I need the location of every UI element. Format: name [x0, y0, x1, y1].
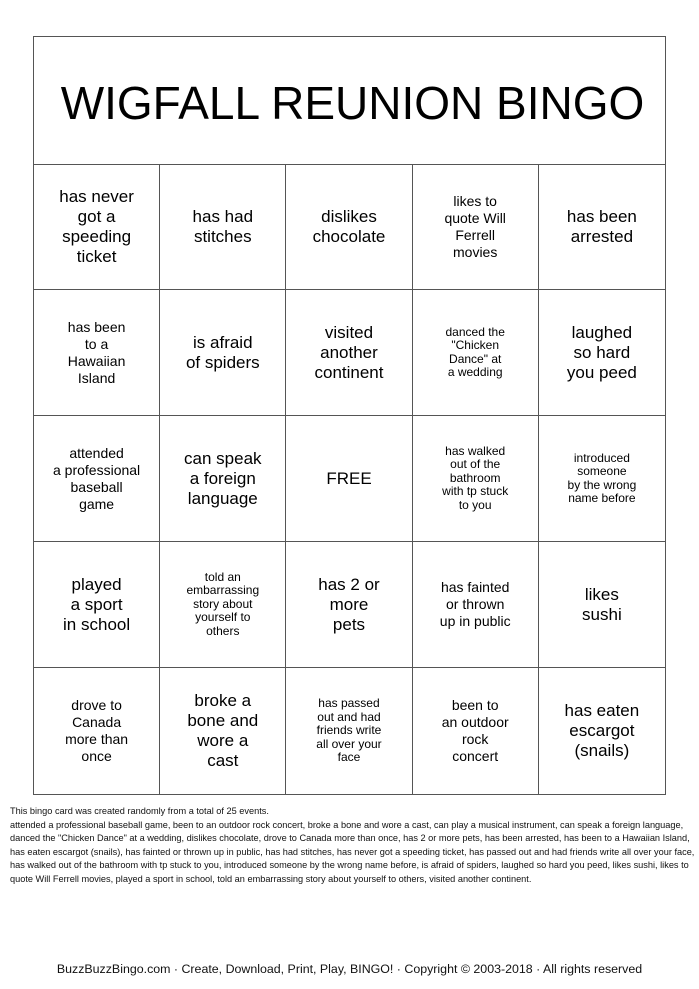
- cell-text: told an embarrassing story about yourself to others: [186, 569, 260, 638]
- bingo-cell: [34, 164, 160, 290]
- bingo-cell: [539, 164, 665, 290]
- cell-text: can speak a foreign language: [184, 448, 262, 508]
- bingo-cell: [160, 542, 286, 668]
- cell-text: attended a professional baseball game: [53, 444, 141, 512]
- bingo-cell: [413, 542, 539, 668]
- free-space-text: FREE: [326, 468, 372, 488]
- cell-text: danced the "Chicken Dance" at a wedding: [445, 324, 505, 379]
- cell-text: has 2 or more pets: [318, 574, 380, 634]
- bingo-cell: [539, 416, 665, 542]
- bingo-cell: [34, 668, 160, 794]
- bingo-cell: [160, 290, 286, 416]
- bingo-cell: [160, 164, 286, 290]
- bingo-cell: [34, 416, 160, 542]
- title-box: [34, 37, 665, 165]
- bingo-cell: [160, 416, 286, 542]
- cell-text: has eaten escargot (snails): [564, 701, 640, 760]
- cell-text: has had stitches: [192, 206, 254, 246]
- bingo-cell: [34, 290, 160, 416]
- cell-text: has been arrested: [566, 206, 637, 246]
- cell-text: likes sushi: [582, 584, 622, 624]
- bingo-cell: [413, 164, 539, 290]
- bingo-cell: [539, 290, 665, 416]
- bingo-cell: [539, 668, 665, 794]
- info-summary: This bingo card was created randomly from a total of 25 events.: [10, 806, 269, 816]
- card-title: WIGFALL REUNION BINGO: [60, 76, 645, 129]
- cell-text: laughed so hard you peed: [566, 322, 637, 382]
- bingo-cell: [539, 542, 665, 668]
- bingo-grid: [34, 164, 665, 794]
- cell-text: drove to Canada more than once: [65, 697, 129, 764]
- info-events-list: attended a professional baseball game, been to an outdoor rock concert, broke a bone and wore a cast, can play a musical instrument, can speak a foreign language, danced the "Chicken Dance" at a wedding, dislikes chocolate, drove to Canada more than once, has 2 or more pets, has been arrested, has been to a Hawaiian Island, has eaten escargot (snails), has fainted or thrown up in public, has had stitches, has never got a speeding ticket, has passed out and had friends write all over your face, has walked out of the bathroom with tp stuck to you, introduced someone by the wrong name before, is afraid of spiders, laughed so hard you peed, likes sushi, likes to quote Will Ferrell movies, played a sport in school, told an embarrassing story about yourself to others, visited another continent.: [10, 819, 695, 884]
- cell-text: played a sport in school: [63, 574, 131, 634]
- cell-text: broke a bone and wore a cast: [187, 691, 259, 770]
- cell-text: has walked out of the bathroom with tp stuck to you: [442, 443, 509, 512]
- bingo-cell: [286, 668, 412, 794]
- bingo-cell: [286, 164, 412, 290]
- bingo-card: [33, 36, 666, 795]
- cell-text: visited another continent: [314, 322, 384, 382]
- bingo-cell: [413, 416, 539, 542]
- bingo-cell: [286, 290, 412, 416]
- bingo-cell: [286, 542, 412, 668]
- card-info: [10, 805, 695, 887]
- cell-text: has passed out and had friends write all over your face: [316, 696, 382, 765]
- bingo-cell: [413, 668, 539, 794]
- bingo-cell: [160, 668, 286, 794]
- free-space-cell: [286, 416, 412, 542]
- cell-text: has been to a Hawaiian Island: [67, 318, 126, 386]
- cell-text: been to an outdoor rock concert: [441, 697, 509, 764]
- cell-text: likes to quote Will Ferrell movies: [444, 192, 506, 260]
- cell-text: introduced someone by the wrong name before: [567, 450, 637, 505]
- bingo-cell: [34, 542, 160, 668]
- cell-text: dislikes chocolate: [312, 206, 386, 246]
- cell-text: has never got a speeding ticket: [59, 186, 134, 266]
- cell-text: has fainted or thrown up in public: [439, 579, 511, 629]
- cell-text: is afraid of spiders: [185, 332, 260, 372]
- bingo-cell: [413, 290, 539, 416]
- footer-copyright: BuzzBuzzBingo.com · Create, Download, Print, Play, BINGO! · Copyright © 2003-2018 · All rights reserved: [56, 962, 643, 976]
